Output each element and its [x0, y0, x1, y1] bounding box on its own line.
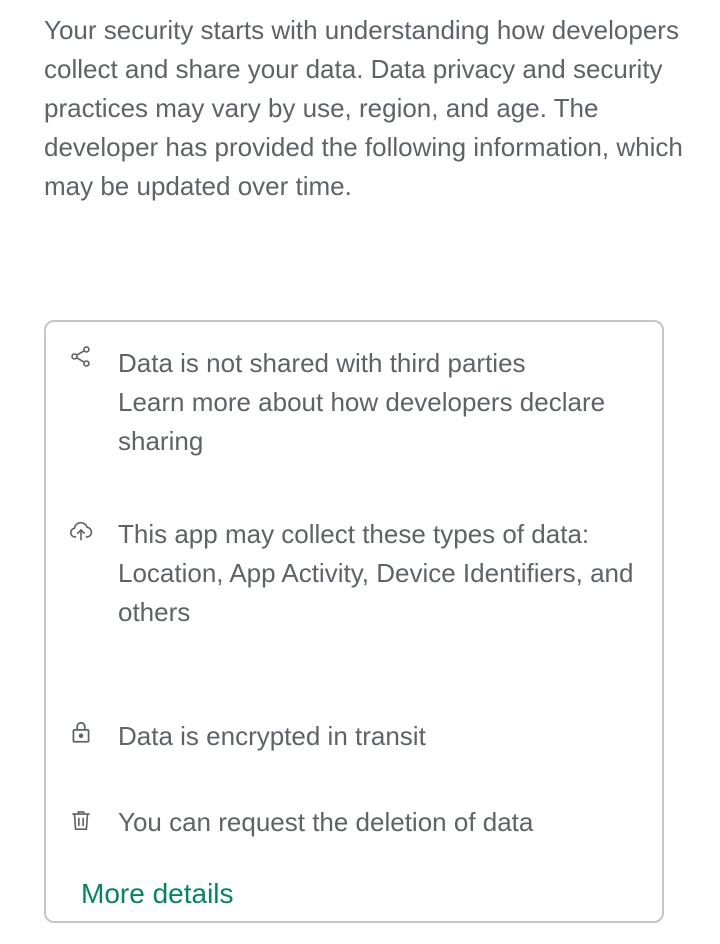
- lock-icon: [68, 719, 94, 745]
- learn-more-sharing-link[interactable]: Learn more about how developers declare sharing: [118, 387, 606, 456]
- data-safety-card: [44, 320, 664, 923]
- data-sharing-text: [118, 344, 648, 461]
- data-encryption-title: Data is encrypted in transit: [118, 721, 426, 751]
- data-deletion-title: You can request the deletion of data: [118, 807, 534, 837]
- data-collection-title: This app may collect these types of data:: [118, 519, 590, 549]
- data-encryption-text: [118, 717, 648, 756]
- cloud-upload-icon: [68, 518, 94, 544]
- data-sharing-title: Data is not shared with third parties: [118, 348, 526, 378]
- more-details-link[interactable]: More details: [81, 878, 234, 909]
- data-safety-intro: Your security starts with understanding how developers collect and share your data. Data privacy and security practices may vary by use, region, and age. The developer has provided the following information, which may be updated over time.: [44, 15, 683, 201]
- share-icon: [68, 344, 94, 370]
- data-collection-text: [118, 515, 648, 632]
- data-deletion-text: [118, 803, 648, 842]
- trash-icon: [68, 807, 94, 833]
- data-collection-types: Location, App Activity, Device Identifiers, and others: [118, 558, 634, 627]
